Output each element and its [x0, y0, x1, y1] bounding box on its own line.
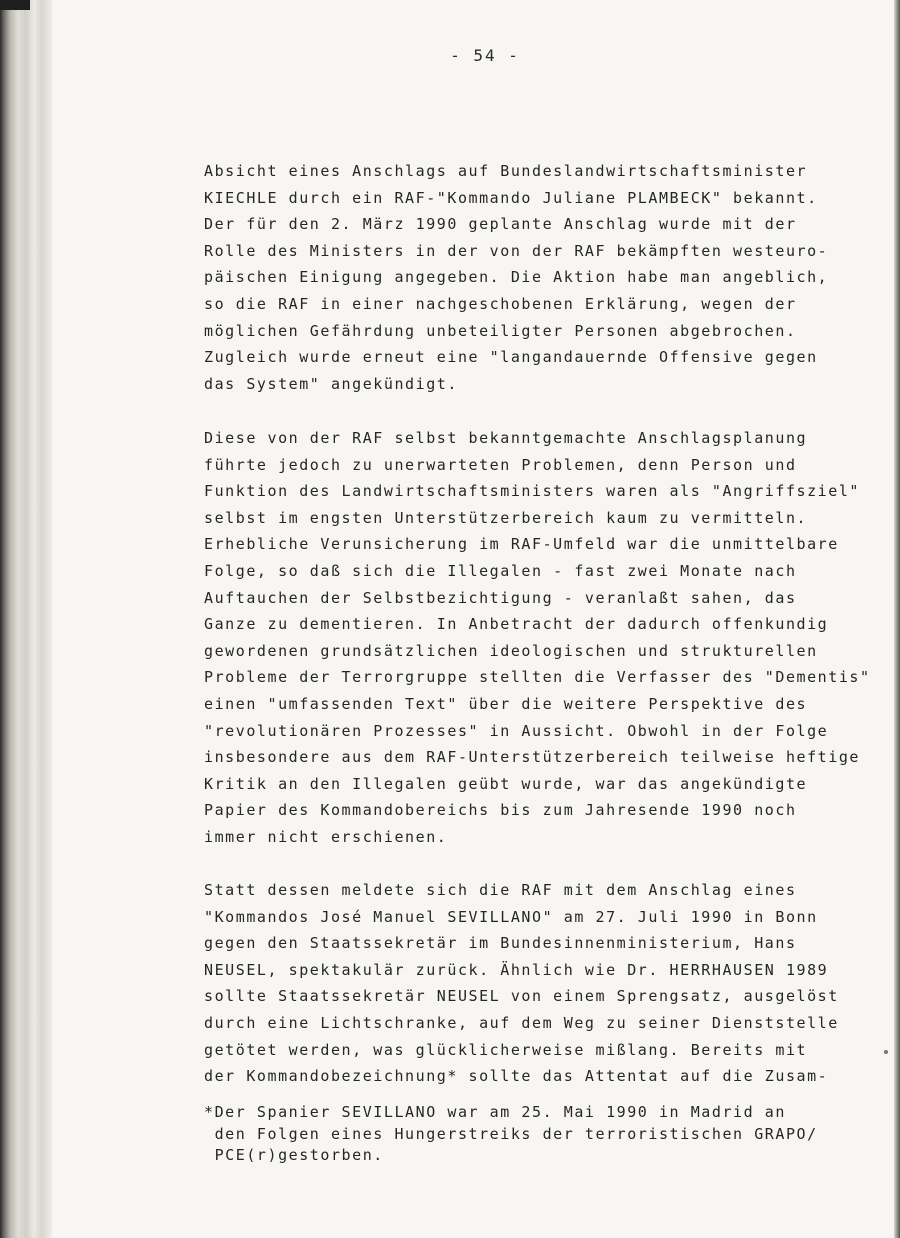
paragraphs.1-line: einen "umfassenden Text" über die weitere Perspektive des — [204, 694, 808, 713]
paragraphs.2-line: der Kommandobezeichnung* sollte das Attentat auf die Zusam- — [204, 1067, 829, 1086]
paragraph-3 — [204, 877, 884, 1090]
paragraphs.1-line: Ganze zu dementieren. In Anbetracht der dadurch offenkundig — [204, 615, 829, 634]
paragraphs.0-line: möglichen Gefährdung unbeteiligter Personen abgebrochen. — [204, 321, 797, 340]
paragraphs.2-line: gegen den Staatssekretär im Bundesinnenministerium, Hans — [204, 934, 797, 953]
page-number: - 54 - — [450, 46, 520, 65]
paragraphs.1-line: Probleme der Terrorgruppe stellten die Verfasser des "Dementis" — [204, 668, 871, 687]
paragraphs.0-line: Zugleich wurde erneut eine "langandauernde Offensive gegen — [204, 348, 818, 367]
paragraphs.1-line: "revolutionären Prozesses" in Aussicht. Obwohl in der Folge — [204, 721, 829, 740]
footnote-line: *Der Spanier SEVILLANO war am 25. Mai 1990 in Madrid an — [204, 1103, 786, 1121]
paragraphs.0-line: Absicht eines Anschlags auf Bundeslandwirtschaftsminister — [204, 162, 808, 180]
footnote-line: PCE(r)gestorben. — [204, 1146, 384, 1164]
page-right-edge — [894, 0, 900, 1238]
paragraphs.2-line: NEUSEL, spektakulär zurück. Ähnlich wie Dr. HERRHAUSEN 1989 — [204, 960, 829, 979]
scan-corner-shadow — [0, 0, 30, 10]
paragraphs.1-line: Diese von der RAF selbst bekanntgemachte Anschlagsplanung — [204, 429, 808, 447]
paragraphs.1-line: Auftauchen der Selbstbezichtigung - veranlaßt sahen, das — [204, 588, 797, 607]
paragraphs.1-line: gewordenen grundsätzlichen ideologischen und strukturellen — [204, 641, 818, 660]
footnote — [204, 1102, 884, 1167]
paragraph-1 — [204, 158, 884, 397]
paragraphs.0-line: Rolle des Ministers in der von der RAF bekämpften westeuro- — [204, 241, 829, 260]
paragraphs.0-line: so die RAF in einer nachgeschobenen Erklärung, wegen der — [204, 294, 797, 313]
paragraphs.2-line: "Kommandos José Manuel SEVILLANO" am 27. Juli 1990 in Bonn — [204, 907, 818, 926]
paragraphs.1-line: Papier des Kommandobereichs bis zum Jahresende 1990 noch — [204, 801, 797, 820]
paragraphs.2-line: Statt dessen meldete sich die RAF mit dem Anschlag eines — [204, 881, 797, 899]
paragraphs.1-line: Kritik an den Illegalen geübt wurde, war das angekündigte — [204, 774, 808, 793]
paragraphs.2-line: getötet werden, was glücklicherweise mißlang. Bereits mit — [204, 1040, 808, 1059]
paragraph-2 — [204, 425, 884, 851]
paragraphs.1-line: Funktion des Landwirtschaftsministers waren als "Angriffsziel" — [204, 482, 861, 501]
paragraphs.1-line: Folge, so daß sich die Illegalen - fast zwei Monate nach — [204, 561, 797, 580]
paragraphs.0-line: KIECHLE durch ein RAF-"Kommando Juliane PLAMBECK" bekannt. — [204, 188, 818, 207]
paragraphs.1-line: führte jedoch zu unerwarteten Problemen, denn Person und — [204, 455, 797, 474]
paragraphs.0-line: das System" angekündigt. — [204, 374, 458, 393]
paragraphs.1-line: insbesondere aus dem RAF-Unterstützerbereich teilweise heftige — [204, 748, 861, 767]
footnote-line: den Folgen eines Hungerstreiks der terroristischen GRAPO/ — [204, 1124, 818, 1143]
paragraphs.1-line: Erhebliche Verunsicherung im RAF-Umfeld war die unmittelbare — [204, 535, 839, 554]
paragraphs.0-line: Der für den 2. März 1990 geplante Anschlag wurde mit der — [204, 215, 797, 234]
binding-edge — [0, 0, 52, 1238]
paragraphs.1-line: selbst im engsten Unterstützerbereich kaum zu vermitteln. — [204, 508, 808, 527]
paragraphs.1-line: immer nicht erschienen. — [204, 827, 448, 846]
paragraphs.2-line: sollte Staatssekretär NEUSEL von einem Sprengsatz, ausgelöst — [204, 987, 839, 1006]
paragraphs.0-line: päischen Einigung angegeben. Die Aktion habe man angeblich, — [204, 268, 829, 287]
paragraphs.2-line: durch eine Lichtschranke, auf dem Weg zu seiner Dienststelle — [204, 1013, 839, 1032]
scan-speck — [884, 1050, 888, 1054]
